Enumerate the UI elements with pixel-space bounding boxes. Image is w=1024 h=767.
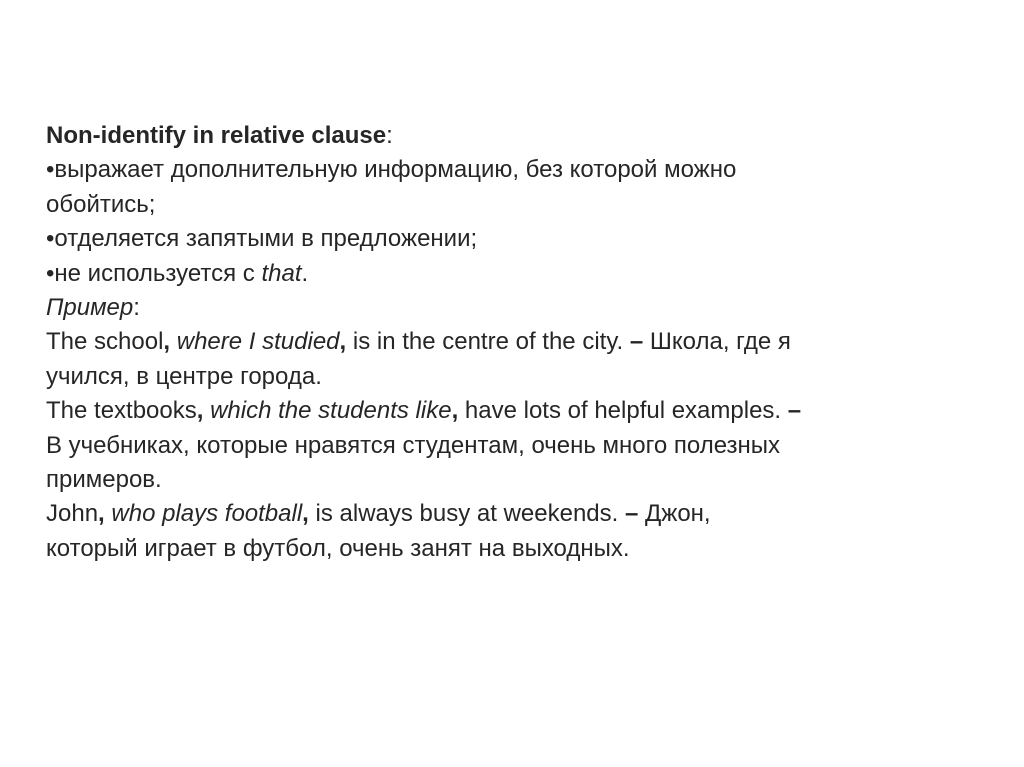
example-3-dash: – [618, 500, 639, 528]
example-3-rest: is always busy at weekends. [308, 500, 619, 528]
example-3-translation-start: Джон, [638, 500, 711, 528]
bullet-2-line-1: •отделяется запятыми в предложении; [46, 225, 478, 253]
example-3-comma-1: , [98, 500, 105, 528]
example-2-comma-2: , [451, 397, 459, 425]
example-1-line-1 [46, 325, 996, 359]
example-3-comma-2: , [302, 500, 309, 528]
bullet-3-prefix: •не используется с [46, 259, 262, 287]
example-2-line-2: В учебниках, которые нравятся студентам, очень много полезных [46, 431, 781, 459]
example-1-comma-2: , [339, 328, 347, 356]
example-label-colon: : [133, 294, 140, 322]
example-3-before: John [46, 500, 99, 528]
example-1-clause: where I studied [170, 328, 340, 356]
example-2-dash: – [781, 397, 802, 425]
example-1-rest: is in the centre of the city. [346, 328, 624, 356]
example-1-translation-start: Школа, где я [643, 328, 791, 356]
example-2-line-3: примеров. [46, 466, 162, 494]
example-3-line-1 [46, 497, 996, 531]
example-2-line-1 [46, 394, 996, 428]
example-1-line-2: учился, в центре города. [46, 362, 322, 390]
bullet-3-line [46, 257, 996, 291]
example-label: Пример [46, 294, 134, 322]
bullet-3-suffix: . [301, 259, 309, 287]
example-3-line-2: который играет в футбол, очень занят на выходных. [46, 534, 630, 562]
example-1-before: The school [46, 328, 164, 356]
example-1-dash: – [623, 328, 644, 356]
example-3-clause: who plays football [104, 500, 303, 528]
example-2-before: The textbooks [46, 397, 197, 425]
example-1-comma-1: , [163, 328, 171, 356]
example-2-clause: which the students like [203, 397, 452, 425]
heading-title: Non-identify in relative clause [46, 122, 387, 149]
example-2-rest: have lots of helpful examples. [458, 397, 782, 425]
bullet-1-line-2: обойтись; [46, 190, 156, 218]
heading-colon: : [386, 122, 393, 149]
example-label-line [46, 291, 996, 325]
heading-line [46, 119, 996, 153]
slide-text-body [46, 119, 996, 566]
example-2-comma-1: , [196, 397, 204, 425]
bullet-3-italic: that [261, 259, 302, 287]
bullet-1-line-1: •выражает дополнительную информацию, без которой можно [46, 156, 737, 184]
